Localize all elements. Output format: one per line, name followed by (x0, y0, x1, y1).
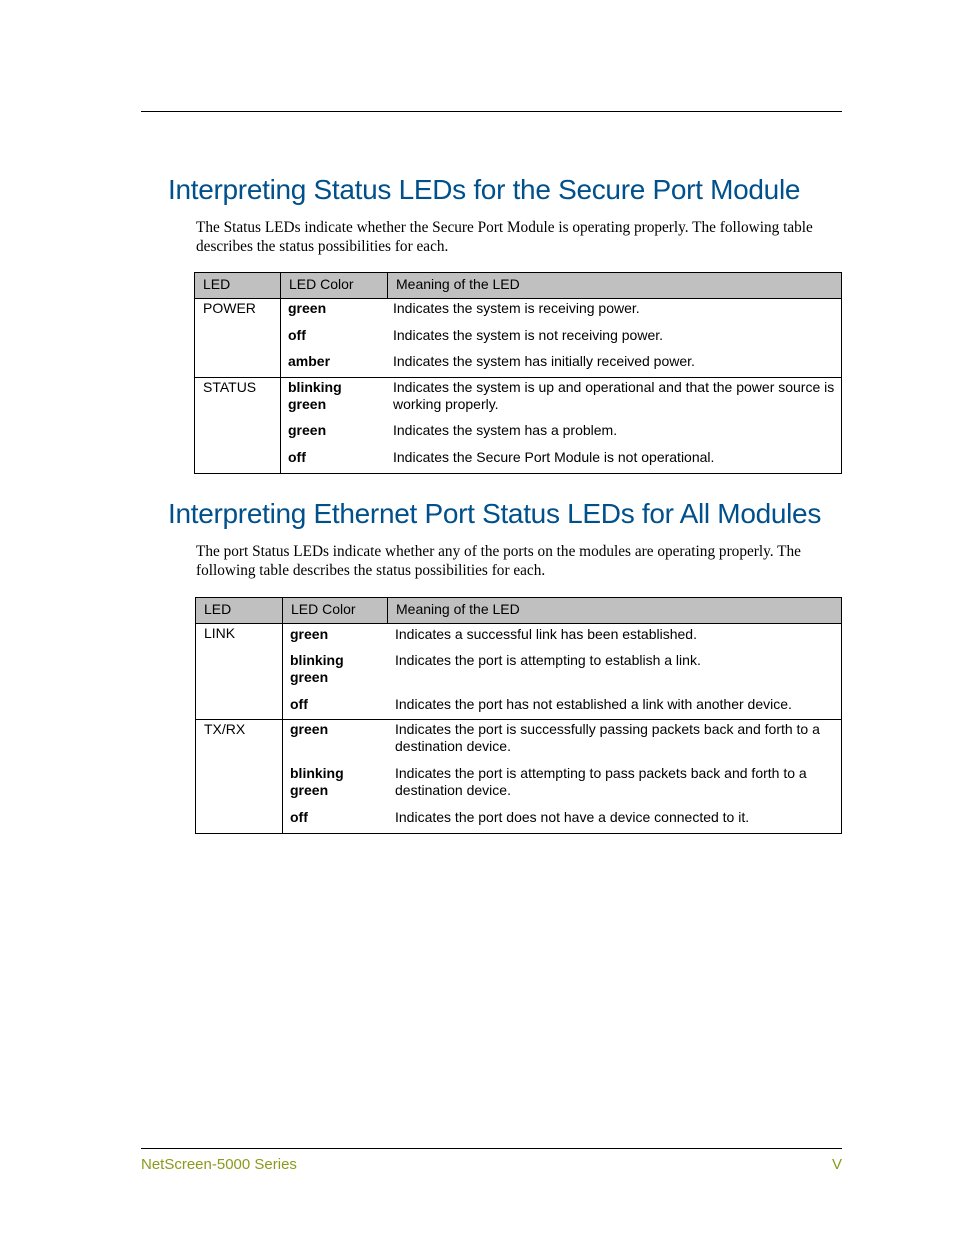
led-color: blinking green (290, 765, 344, 798)
ethernet-port-led-table (195, 597, 842, 834)
led-color: amber (288, 353, 331, 369)
led-entry (280, 353, 841, 375)
led-entry (282, 809, 841, 831)
led-meaning: Indicates the port is attempting to establish a link. (395, 652, 701, 668)
footer-rule (141, 1148, 842, 1149)
led-entry (282, 652, 841, 696)
led-entry (280, 327, 841, 353)
led-meaning: Indicates the port is successfully passing packets back and forth to a destination device. (395, 721, 820, 754)
led-name-power: POWER (195, 299, 281, 378)
col-header-led-color: LED Color (283, 598, 388, 624)
led-color: off (288, 449, 306, 465)
led-color: blinking green (288, 379, 342, 412)
table-header-row (195, 273, 842, 299)
secure-port-led-table (194, 272, 842, 474)
section2-intro: The port Status LEDs indicate whether any of the ports on the modules are operating properly. The following table describes the status possibilities for each. (196, 543, 801, 579)
section1-intro: The Status LEDs indicate whether the Secure Port Module is operating properly. The following table describes the status possibilities for each. (196, 219, 813, 255)
led-entry (282, 696, 841, 718)
led-meaning: Indicates the system has initially received power. (393, 353, 695, 369)
led-meaning: Indicates the system has a problem. (393, 422, 618, 438)
led-name-status: STATUS (195, 378, 281, 474)
led-meaning: Indicates the port does not have a device connected to it. (395, 809, 750, 825)
led-entry (280, 449, 841, 471)
table-header-row (196, 598, 842, 624)
led-color: off (290, 696, 308, 712)
led-meaning: Indicates the system is up and operational and that the power source is working properly. (393, 379, 835, 412)
col-header-meaning: Meaning of the LED (388, 598, 842, 624)
led-meaning: Indicates the system is not receiving power. (393, 327, 664, 343)
col-header-meaning: Meaning of the LED (388, 273, 842, 299)
led-meaning: Indicates a successful link has been established. (395, 626, 697, 642)
led-color: green (290, 721, 329, 737)
table-row (196, 624, 842, 720)
led-entry (282, 626, 841, 652)
led-color: off (288, 327, 306, 343)
col-header-led: LED (195, 273, 281, 299)
led-name-txrx: TX/RX (196, 720, 283, 834)
led-meaning: Indicates the system is receiving power. (393, 300, 640, 316)
led-color: blinking green (290, 652, 344, 685)
led-meaning: Indicates the port has not established a link with another device. (395, 696, 792, 712)
led-color: green (288, 422, 327, 438)
led-color: off (290, 809, 308, 825)
col-header-led: LED (196, 598, 283, 624)
footer-title: NetScreen-5000 Series (141, 1156, 297, 1173)
led-entry (282, 721, 841, 765)
led-meaning: Indicates the port is attempting to pass packets back and forth to a destination device. (395, 765, 807, 798)
page-number: V (831, 1156, 842, 1173)
table-row (195, 299, 842, 378)
led-name-link: LINK (196, 624, 283, 720)
led-entry (282, 765, 841, 809)
led-meaning: Indicates the Secure Port Module is not operational. (393, 449, 715, 465)
led-entry (280, 379, 841, 422)
header-rule (141, 111, 842, 112)
section2-heading: Interpreting Ethernet Port Status LEDs for All Modules (168, 498, 822, 529)
led-color: green (290, 626, 329, 642)
section1-heading: Interpreting Status LEDs for the Secure Port Module (168, 174, 801, 205)
led-color: green (288, 300, 327, 316)
col-header-led-color: LED Color (281, 273, 388, 299)
table-row (196, 720, 842, 834)
led-entry (280, 300, 841, 327)
led-entry (280, 422, 841, 449)
table-row (195, 378, 842, 474)
